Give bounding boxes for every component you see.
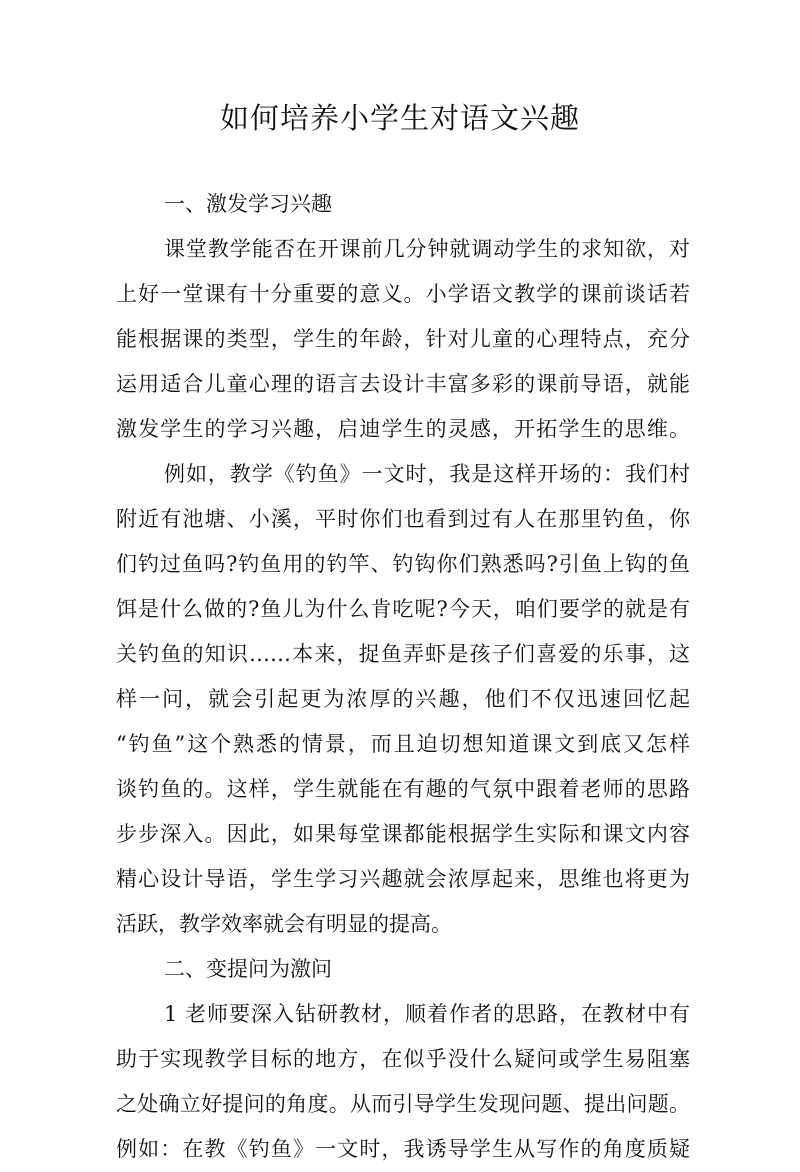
paragraph-line: 活跃，教学效率就会有明显的提高。 [116, 912, 452, 936]
paragraph-line: 饵是什么做的?鱼儿为什么肯吃呢?今天，咱们要学的就是有 [116, 597, 690, 621]
document-body [116, 182, 690, 1172]
paragraph-line: 激发学生的学习兴趣，启迪学生的灵感，开拓学生的思维。 [116, 417, 690, 441]
section-heading-2: 二、变提问为激问 [164, 957, 332, 981]
paragraph-line: 们钓过鱼吗?钓鱼用的钓竿、钓钩你们熟悉吗?引鱼上钩的鱼 [116, 552, 690, 576]
paragraph-line: 助于实现教学目标的地方，在似乎没什么疑问或学生易阻塞 [116, 1047, 690, 1071]
paragraph-line: 上好一堂课有十分重要的意义。小学语文教学的课前谈话若 [116, 282, 690, 306]
paragraph-line: 步步深入。因此，如果每堂课都能根据学生实际和课文内容 [116, 822, 690, 846]
document-title: 如何培养小学生对语文兴趣 [219, 101, 580, 135]
paragraph-line: 例如：在教《钓鱼》一文时，我诱导学生从写作的角度质疑 [116, 1137, 690, 1161]
section-heading-1: 一、激发学习兴趣 [164, 192, 332, 216]
paragraph-line: 能根据课的类型，学生的年龄，针对儿童的心理特点，充分 [116, 327, 690, 351]
paragraph-line: 附近有池塘、小溪，平时你们也看到过有人在那里钓鱼，你 [116, 507, 690, 531]
paragraph-line: 之处确立好提问的角度。从而引导学生发现问题、提出问题。 [116, 1092, 690, 1116]
paragraph-line: 关钓鱼的知识……本来，捉鱼弄虾是孩子们喜爱的乐事，这 [116, 642, 690, 666]
paragraph-line: 课堂教学能否在开课前几分钟就调动学生的求知欲，对 [164, 237, 690, 261]
paragraph-line: “钓鱼”这个熟悉的情景，而且迫切想知道课文到底又怎样 [116, 732, 690, 756]
paragraph-line: 例如，教学《钓鱼》一文时，我是这样开场的：我们村 [164, 462, 690, 486]
paragraph-line: 运用适合儿童心理的语言去设计丰富多彩的课前导语，就能 [116, 372, 690, 396]
paragraph-line: 谈钓鱼的。这样，学生就能在有趣的气氛中跟着老师的思路 [116, 777, 690, 801]
paragraph-line: 1 老师要深入钻研教材，顺着作者的思路，在教材中有 [164, 1002, 690, 1026]
paragraph-line: 精心设计导语，学生学习兴趣就会浓厚起来，思维也将更为 [116, 867, 690, 891]
paragraph-line: 样一问，就会引起更为浓厚的兴趣，他们不仅迅速回忆起 [116, 687, 690, 711]
